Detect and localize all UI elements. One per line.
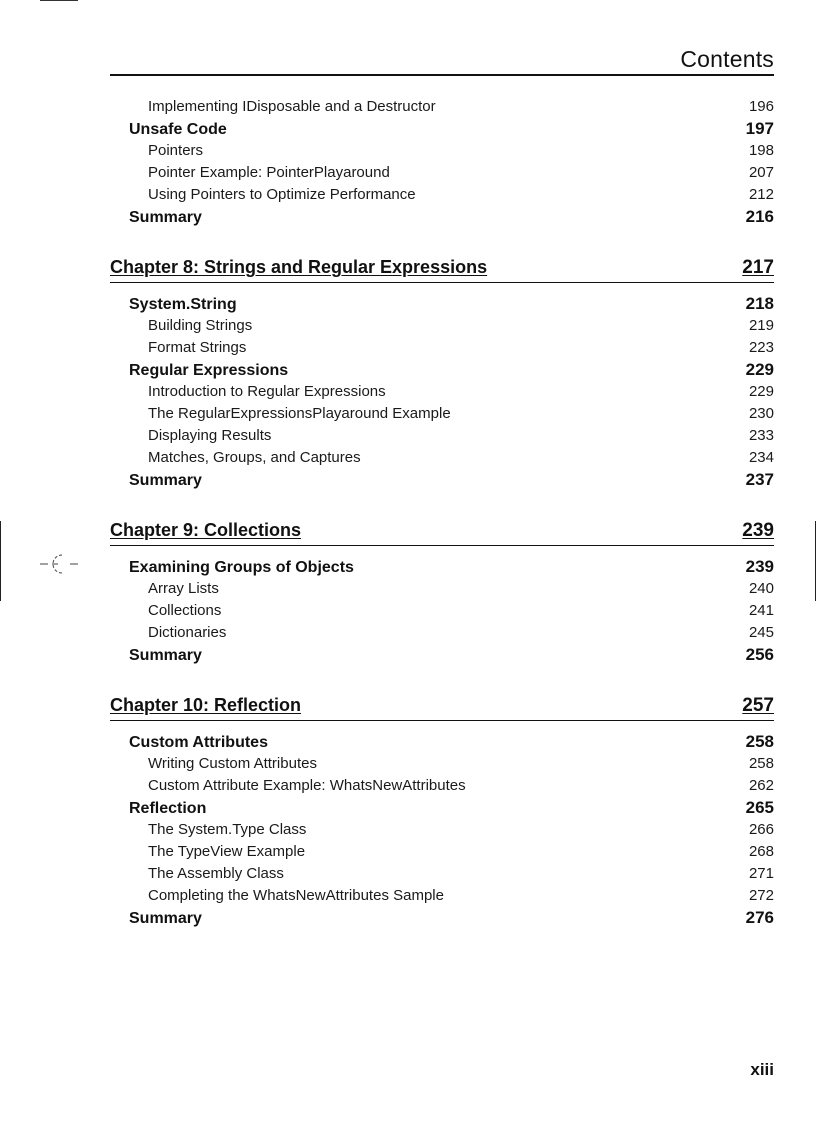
toc-section-title: Examining Groups of Objects xyxy=(129,559,354,576)
toc-chapter-9[interactable] xyxy=(110,515,774,546)
chapter-title: Chapter 10: Reflection xyxy=(110,695,302,715)
toc-section-page: 197 xyxy=(745,119,774,138)
page-edge-line-left xyxy=(0,521,1,601)
toc-section-page: 229 xyxy=(745,360,774,379)
toc-entry[interactable] xyxy=(110,337,774,359)
toc-section[interactable] xyxy=(110,907,774,929)
chapter-title: Chapter 9: Collections xyxy=(110,520,302,540)
toc-entry-title: The TypeView Example xyxy=(148,843,306,860)
toc-entry-page: 198 xyxy=(748,142,774,159)
toc-chapter-10[interactable] xyxy=(110,690,774,721)
page-number: xiii xyxy=(750,1060,774,1079)
toc-section-page: 276 xyxy=(745,908,774,927)
toc-section[interactable] xyxy=(110,118,774,140)
toc-section-page: 239 xyxy=(745,557,774,576)
toc-entry[interactable] xyxy=(110,578,774,600)
toc-entry-page: 258 xyxy=(748,755,774,772)
toc-section-title: Reflection xyxy=(129,800,207,817)
toc-entry-title: Dictionaries xyxy=(148,624,227,641)
toc-entry-title: Matches, Groups, and Captures xyxy=(148,449,361,466)
toc-entry-title: Completing the WhatsNewAttributes Sample xyxy=(148,887,444,904)
toc-entry[interactable] xyxy=(110,885,774,907)
toc-section[interactable] xyxy=(110,556,774,578)
toc-entry-page: 229 xyxy=(748,383,774,400)
toc-section-title: Summary xyxy=(129,472,202,489)
toc-entry[interactable] xyxy=(110,600,774,622)
toc-entry[interactable] xyxy=(110,841,774,863)
toc-entry-title: Writing Custom Attributes xyxy=(148,755,317,772)
toc-entry[interactable] xyxy=(110,819,774,841)
toc-entry[interactable] xyxy=(110,184,774,206)
toc-section[interactable] xyxy=(110,731,774,753)
toc-section-title: Custom Attributes xyxy=(129,734,268,751)
toc-entry-title: The Assembly Class xyxy=(148,865,284,882)
toc-section[interactable] xyxy=(110,644,774,666)
running-header xyxy=(110,44,774,76)
toc-entry-page: 212 xyxy=(748,186,774,203)
toc-entry-page: 272 xyxy=(748,887,774,904)
toc-section-title: Summary xyxy=(129,910,202,927)
toc-entry[interactable] xyxy=(110,425,774,447)
toc-entry-title: Collections xyxy=(148,602,222,619)
toc-entry-title: Array Lists xyxy=(148,580,219,597)
toc-section-title: Summary xyxy=(129,647,202,664)
toc-entry-page: 241 xyxy=(748,602,774,619)
toc-entry-page: 240 xyxy=(748,580,774,597)
toc-entry-title: Pointers xyxy=(148,142,204,159)
toc-entry[interactable] xyxy=(110,96,774,118)
toc-section-page: 216 xyxy=(745,207,774,226)
toc-entry-title: Custom Attribute Example: WhatsNewAttributes xyxy=(148,777,466,794)
toc-section[interactable] xyxy=(110,359,774,381)
toc-entry-title: Introduction to Regular Expressions xyxy=(148,383,386,400)
toc-section[interactable] xyxy=(110,206,774,228)
toc-entry-page: 234 xyxy=(748,449,774,466)
toc-entry-page: 268 xyxy=(748,843,774,860)
page-title: Contents xyxy=(680,46,774,72)
crop-mark xyxy=(40,0,78,1)
toc-entry-title: Format Strings xyxy=(148,339,247,356)
chapter-page: 239 xyxy=(742,520,774,541)
toc-entry[interactable] xyxy=(110,863,774,885)
toc-section[interactable] xyxy=(110,469,774,491)
chapter-page: 257 xyxy=(742,695,774,716)
toc-entry-page: 207 xyxy=(748,164,774,181)
toc-entry-title: Displaying Results xyxy=(148,427,272,444)
toc-entry-page: 223 xyxy=(748,339,774,356)
toc-entry[interactable] xyxy=(110,622,774,644)
toc-entry-page: 230 xyxy=(748,405,774,422)
toc-section[interactable] xyxy=(110,797,774,819)
toc-entry-page: 233 xyxy=(748,427,774,444)
toc-entry-title: Pointer Example: PointerPlayaround xyxy=(148,164,390,181)
toc-entry-title: The System.Type Class xyxy=(148,821,307,838)
toc-section-title: System.String xyxy=(129,296,237,313)
toc-entry-page: 219 xyxy=(748,317,774,334)
toc-section-title: Regular Expressions xyxy=(129,362,289,379)
toc-entry-title: Using Pointers to Optimize Performance xyxy=(148,186,416,203)
toc-entry-page: 271 xyxy=(748,865,774,882)
toc-entry-page: 245 xyxy=(748,624,774,641)
chapter-title: Chapter 8: Strings and Regular Expressions xyxy=(110,257,488,277)
toc-entry[interactable] xyxy=(110,775,774,797)
chapter-page: 217 xyxy=(742,257,774,278)
toc-entry[interactable] xyxy=(110,140,774,162)
toc-entry-title: The RegularExpressionsPlayaround Example xyxy=(148,405,451,422)
toc-entry-title: Implementing IDisposable and a Destructor xyxy=(148,98,436,115)
registration-mark-icon xyxy=(38,551,80,577)
toc-entry[interactable] xyxy=(110,403,774,425)
toc-section-page: 218 xyxy=(745,294,774,313)
toc-section-page: 256 xyxy=(745,645,774,664)
toc-section[interactable] xyxy=(110,293,774,315)
toc-section-page: 265 xyxy=(745,798,774,817)
toc-entry-page: 262 xyxy=(748,777,774,794)
toc-section-title: Summary xyxy=(129,209,202,226)
toc-section-title: Unsafe Code xyxy=(129,121,227,138)
toc-entry-page: 196 xyxy=(748,98,774,115)
toc-section-page: 237 xyxy=(745,470,774,489)
toc-entry[interactable] xyxy=(110,162,774,184)
table-of-contents xyxy=(110,96,774,929)
toc-entry[interactable] xyxy=(110,315,774,337)
toc-entry[interactable] xyxy=(110,447,774,469)
toc-entry[interactable] xyxy=(110,381,774,403)
toc-section-page: 258 xyxy=(745,732,774,751)
toc-chapter-8[interactable] xyxy=(110,252,774,283)
toc-entry-title: Building Strings xyxy=(148,317,253,334)
toc-entry[interactable] xyxy=(110,753,774,775)
toc-entry-page: 266 xyxy=(748,821,774,838)
